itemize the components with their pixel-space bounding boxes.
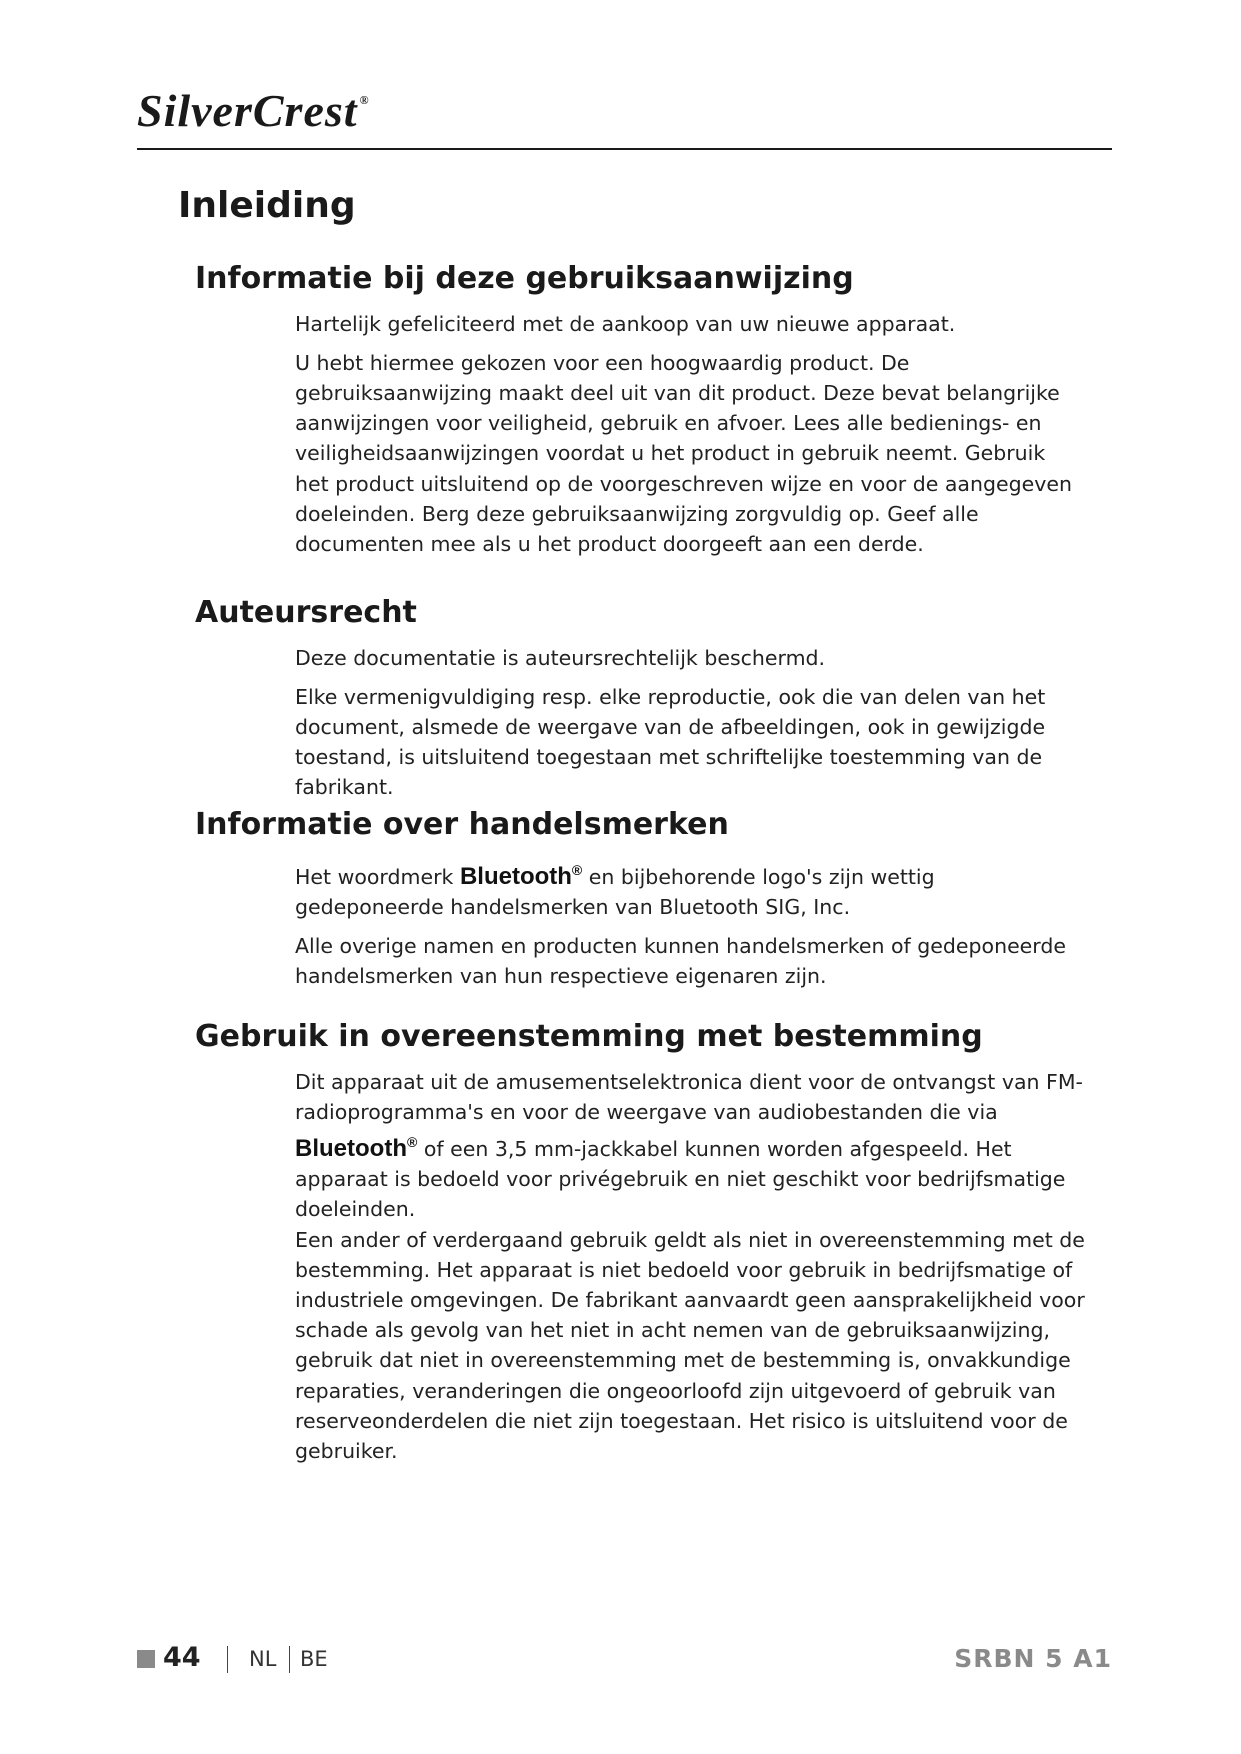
section-intended-use bbox=[195, 1020, 1115, 1475]
page-number: 44 bbox=[163, 1642, 201, 1673]
page-footer bbox=[137, 1642, 1112, 1678]
paragraph-text: Het woordmerk bbox=[295, 864, 454, 889]
language-nl: NL bbox=[249, 1647, 277, 1671]
bluetooth-word: Bluetooth bbox=[459, 862, 572, 890]
footer-separator bbox=[227, 1646, 228, 1673]
section-trademarks bbox=[195, 808, 1115, 1000]
header-rule bbox=[137, 148, 1112, 150]
brand-logo bbox=[137, 85, 370, 136]
reg-mark: ® bbox=[571, 861, 583, 878]
chapter-title: Inleiding bbox=[178, 185, 356, 226]
paragraph: Hartelijk gefeliciteerd met de aankoop van uw nieuwe apparaat. bbox=[295, 311, 956, 336]
footer-separator bbox=[289, 1646, 290, 1673]
paragraph: Elke vermenigvuldiging resp. elke reproductie, ook die van delen van het document, alsmede de weergave van de afbeeldingen, ook in gewijzigde toestand, is uitsluitend toegestaan met schriftelijke toestemming van de fabrikant. bbox=[295, 684, 1046, 800]
section-heading: Gebruik in overeenstemming met bestemming bbox=[195, 1019, 983, 1054]
bluetooth-word: Bluetooth bbox=[295, 1134, 407, 1162]
paragraph: Deze documentatie is auteursrechtelijk beschermd. bbox=[295, 645, 826, 670]
paragraph-text: en bijbehorende logo's zijn wettig gedeponeerde handelsmerken van Bluetooth SIG, Inc. bbox=[295, 864, 935, 919]
bluetooth-wordmark bbox=[460, 863, 582, 890]
paragraph-text: Dit apparaat uit de amusementselektronica dient voor de ontvangst van FM-radioprogramma's en voor de weergave van audiobestanden die via bbox=[295, 1069, 1083, 1124]
paragraph: Een ander of verdergaand gebruik geldt als niet in overeenstemming met de bestemming. Het apparaat is niet bedoeld voor gebruik in bedrijfsmatige of industriele omgevingen. De fabrikant aanvaardt geen aansprakelijkheid voor schade als gevolg van het niet in acht nemen van de gebruiksaanwijzing, gebruik dat niet in overeenstemming met de bestemming is, onvakkundige reparaties, veranderingen die ongeoorloofd zijn uitgevoerd of gebruik van reserveonderdelen die niet zijn toegestaan. Het risico is uitsluitend voor de gebruiker. bbox=[295, 1227, 1085, 1463]
brand-name: SilverCrest bbox=[137, 85, 358, 136]
section-heading: Informatie over handelsmerken bbox=[195, 807, 729, 842]
paragraph-text: of een 3,5 mm-jackkabel kunnen worden afgespeeld. Het apparaat is bedoeld voor privégebruik en niet geschikt voor bedrijfsmatige doeleinden. bbox=[295, 1136, 1066, 1222]
paragraph bbox=[295, 855, 1085, 922]
paragraph bbox=[295, 1067, 1085, 1225]
language-be: BE bbox=[300, 1647, 328, 1671]
model-number: SRBN 5 A1 bbox=[954, 1644, 1112, 1673]
footer-square-icon bbox=[137, 1650, 155, 1668]
paragraph: Alle overige namen en producten kunnen handelsmerken of gedeponeerde handelsmerken van hun respectieve eigenaren zijn. bbox=[295, 933, 1066, 989]
section-heading: Auteursrecht bbox=[195, 595, 417, 630]
section-manual-info bbox=[195, 262, 1115, 568]
section-heading: Informatie bij deze gebruiksaanwijzing bbox=[195, 261, 854, 296]
bluetooth-wordmark bbox=[295, 1135, 417, 1162]
brand-reg-mark: ® bbox=[359, 93, 370, 107]
paragraph: U hebt hiermee gekozen voor een hoogwaardig product. De gebruiksaanwijzing maakt deel uit van dit product. Deze bevat belangrijke aanwijzingen voor veiligheid, gebruik en afvoer. Lees alle bedienings- en veiligheidsaanwijzingen voordat u het product in gebruik neemt. Gebruik het product uitsluitend op de voorgeschreven wijze en voor de aangegeven doeleinden. Berg deze gebruiksaanwijzing zorgvuldig op. Geef alle documenten mee als u het product doorgeeft aan een derde. bbox=[295, 350, 1072, 556]
section-copyright bbox=[195, 596, 1115, 812]
reg-mark: ® bbox=[406, 1133, 418, 1150]
